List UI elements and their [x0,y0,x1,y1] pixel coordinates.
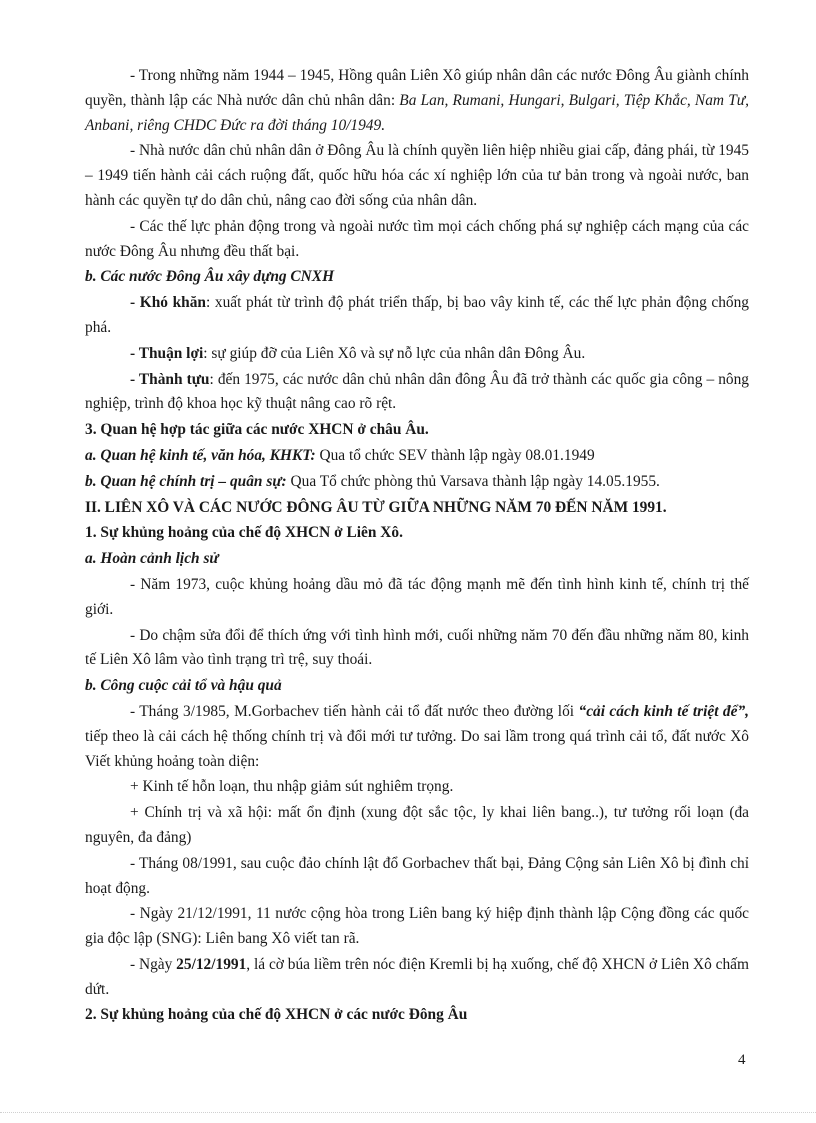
paragraph-1944-1945: - Trong những năm 1944 – 1945, Hồng quân Liên Xô giúp nhân dân các nước Đông Âu giành chính quyền, thành lập các Nhà nước dân chủ nhân dân: Ba Lan, Rumani, Hungari, Bulgari, Tiệp Khắc, Nam Tư, Anbani, riêng CHDC Đức ra đời tháng 10/1949. [85,67,749,134]
paragraph-people-democracy: - Nhà nước dân chủ nhân dân ở Đông Âu là chính quyền liên hiệp nhiều giai cấp, đảng phái, từ 1945 – 1949 tiến hành cải cách ruộng đất, quốc hữu hóa các xí nghiệp lớn của tư bản trong và ngoài nước, ban hành các quyền tự do dân chủ, nâng cao đời sống của nhân dân. [85,142,749,209]
heading-1-crisis-ussr: 1. Sự khủng hoảng của chế độ XHCN ở Liên Xô. [85,524,403,542]
paragraph-gorbachev-reform: - Tháng 3/1985, M.Gorbachev tiến hành cải tổ đất nước theo đường lối “cải cách kinh tế triệt để”, tiếp theo là cải cách hệ thống chính trị và đổi mới tư tưởng. Do sai lầm trong quá trình cải tổ, đất nước Xô Viết khủng hoảng toàn diện: [85,702,750,770]
paragraph-economic-relations: a. Quan hệ kinh tế, văn hóa, KHKT: Qua tổ chức SEV thành lập ngày 08.01.1949 [85,446,595,464]
paragraph-end-ussr: - Ngày 25/12/1991, lá cờ búa liềm trên nóc điện Kremli bị hạ xuống, chế độ XHCN ở Liên Xô chấm dứt. [85,955,749,998]
paragraph-stagnation: - Do chậm sửa đổi để thích ứng với tình hình mới, cuối những năm 70 đến đầu những năm 80, kinh tế Liên Xô lâm vào tình trạng trì trệ, suy thoái. [85,626,749,669]
page-bottom-divider [0,1112,816,1113]
paragraph-oil-crisis: - Năm 1973, cuộc khủng hoảng dầu mỏ đã tác động mạnh mẽ đến tình hình kinh tế, chính trị thế giới. [85,575,749,618]
heading-a-context: a. Hoàn cảnh lịch sử [85,550,219,568]
heading-II-section: II. LIÊN XÔ VÀ CÁC NƯỚC ĐÔNG ÂU TỪ GIỮA NHỮNG NĂM 70 ĐẾN NĂM 1991. [85,498,667,516]
heading-b-reform: b. Công cuộc cải tổ và hậu quả [85,677,282,695]
paragraph-coup-1991: - Tháng 08/1991, sau cuộc đảo chính lật đổ Gorbachev thất bại, Đảng Cộng sản Liên Xô bị đình chỉ hoạt động. [85,854,749,897]
paragraph-achievements: - Thành tựu: đến 1975, các nước dân chủ nhân dân đông Âu đã trở thành các quốc gia công – nông nghiệp, trình độ khoa học kỹ thuật nâng cao rõ rệt. [85,370,749,413]
paragraph-political-relations: b. Quan hệ chính trị – quân sự: Qua Tổ chức phòng thủ Varsava thành lập ngày 14.05.1955. [85,472,660,490]
heading-3-cooperation: 3. Quan hệ hợp tác giữa các nước XHCN ở châu Âu. [85,421,429,439]
paragraph-reactionary-forces: - Các thế lực phản động trong và ngoài nước tìm mọi cách chống phá sự nghiệp cách mạng của các nước Đông Âu nhưng đều thất bại. [85,217,749,260]
paragraph-sng: - Ngày 21/12/1991, 11 nước cộng hòa trong Liên bang ký hiệp định thành lập Cộng đồng các quốc gia độc lập (SNG): Liên bang Xô viết tan rã. [85,905,749,948]
country-list: Ba Lan, Rumani, Hungari, Bulgari, Tiệp Khắc, Nam Tư, Anbani, riêng CHDC Đức ra đời tháng 10/1949. [85,91,749,134]
heading-b-build-socialism: b. Các nước Đông Âu xây dựng CNXH [85,268,335,286]
quoted-policy: “cải cách kinh tế triệt để”, [578,702,750,720]
paragraph-political-instability: + Chính trị và xã hội: mất ổn định (xung đột sắc tộc, ly khai liên bang..), tư tưởng rối loạn (đa nguyên, đa đảng) [85,804,749,846]
paragraph-economy-chaos: + Kinh tế hỗn loạn, thu nhập giảm sút nghiêm trọng. [130,778,454,796]
document-page [85,64,749,1028]
paragraph-difficulties: - Khó khăn: xuất phát từ trình độ phát triển thấp, bị bao vây kinh tế, các thế lực phản động chống phá. [85,294,750,336]
page-number: 4 [738,1052,746,1068]
heading-2-crisis-eastern-europe: 2. Sự khủng hoảng của chế độ XHCN ở các nước Đông Âu [85,1006,468,1024]
paragraph-advantages: - Thuận lợi: sự giúp đỡ của Liên Xô và sự nỗ lực của nhân dân Đông Âu. [130,344,586,362]
